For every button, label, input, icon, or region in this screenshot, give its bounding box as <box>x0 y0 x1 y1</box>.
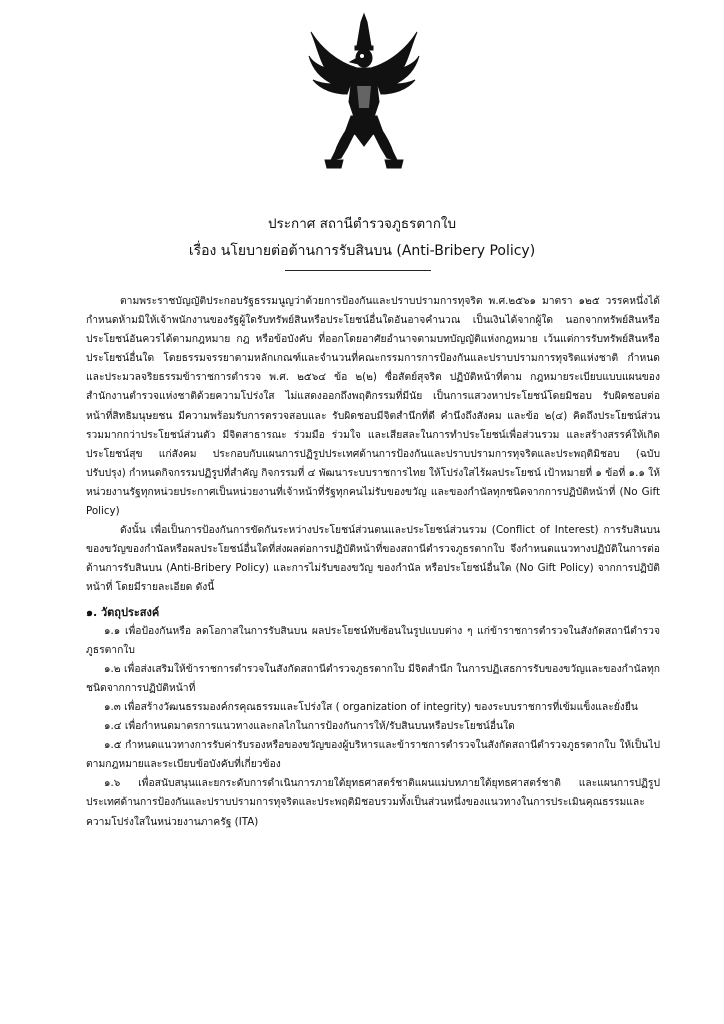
objective-item: ๑.๔ เพื่อกำหนดมาตรการแนวทางและกลไกในการป้องกันการให้/รับสินบนหรือประโยชน์อื่นใด <box>104 720 515 733</box>
objective-item: ๑.๒ เพื่อส่งเสริมให้ข้าราชการตำรวจในสังกัดสถานีตำรวจภูธรตากใบ มีจิตสำนึก ในการปฏิเสธการรับของขวัญและของกำนัลทุกชนิดจากการปฏิบัติหน้าที่ <box>86 662 660 694</box>
objective-item: ๑.๕ กำหนดแนวทางการรับค่ารับรองหรือของขวัญของผู้บริหารและข้าราชการตำรวจในสังกัดสถานีตำรวจภูธรตากใบ ให้เป็นไปตามกฎหมายและระเบียบข้อบังคับที่เกี่ยวข้อง <box>86 739 660 771</box>
announcement-title: ประกาศ สถานีตำรวจภูธรตากใบ <box>267 216 457 232</box>
announcement-subject: เรื่อง นโยบายต่อต้านการรับสินบน (Anti-Bribery Policy) <box>188 243 536 259</box>
objective-item: ๑.๖ เพื่อสนับสนุนและยกระดับการดำเนินการภายใต้ยุทธศาสตร์ชาติแผนแม่บทภายใต้ยุทธศาสตร์ชาติ และแผนการปฏิรูปประเทศด้านการป้องกันและปราบปรามการทุจริตและประพฤติมิชอบรวมทั้งเป็นส่วนหนึ่งของแนวทางในการประเมินคุณธรรมและความโปร่งใสในหน่วยงานภาครัฐ (ITA) <box>86 777 660 828</box>
objective-item: ๑.๓ เพื่อสร้างวัฒนธรรมองค์กรคุณธรรมและโปร่งใส ( organization of integrity) ของระบบราชการที่เข้มแข็งและยั่งยืน <box>104 700 638 713</box>
title-divider <box>285 270 431 271</box>
objective-item: ๑.๑ เพื่อป้องกันหรือ ลดโอกาสในการรับสินบน ผลประโยชน์ทับซ้อนในรูปแบบต่าง ๆ แก่ข้าราชการตำรวจในสังกัดสถานีตำรวจภูธรตากใบ <box>86 624 660 656</box>
announcement-body <box>86 292 660 832</box>
garuda-emblem-icon <box>307 12 421 172</box>
policy-paragraph: ดังนั้น เพื่อเป็นการป้องกันการขัดกันระหว่างประโยชน์ส่วนตนและประโยชน์ส่วนรวม (Conflict of Interest) การรับสินบนของขวัญของกำนัลหรือผลประโยชน์อื่นใดที่ส่งผลต่อการปฏิบัติหน้าที่ของสถานีตำรวจภูธรตากใบ จึงกำหนดแนวทางปฏิบัติในการต่อต้านการรับสินบน (Anti-Bribery Policy) และการไม่รับของขวัญ ของกำนัล หรือประโยชน์อื่นใด (No Gift Policy) จากการปฏิบัติหน้าที่ โดยมีรายละเอียด ดังนี้ <box>86 524 660 594</box>
section-heading: ๑. วัตถุประสงค์ <box>86 605 160 619</box>
intro-paragraph: ตามพระราชบัญญัติประกอบรัฐธรรมนูญว่าด้วยการป้องกันและปราบปรามการทุจริต พ.ศ.๒๕๖๑ มาตรา ๑๒๕ วรรคหนึ่งได้กำหนดห้ามมิให้เจ้าพนักงานของรัฐผู้ใดรับทรัพย์สินหรือประโยชน์อื่นใดอันอาจคำนวณ เป็นเงินได้จากผู้ใด นอกจากทรัพย์สินหรือประโยชน์อันควรได้ตามกฎหมาย กฎ หรือข้อบังคับ ที่ออกโดยอาศัยอำนาจตามบทบัญญัติแห่งกฎหมาย เว้นแต่การรับทรัพย์สินหรือประโยชน์อื่นใด โดยธรรมจรรยาตามหลักเกณฑ์และจำนวนที่คณะกรรมการการป้องกันและปราบปรามการทุจริตแห่งชาติ กำหนดและประมวลจริยธรรมข้าราชการตำรวจ พ.ศ. ๒๕๖๔ ข้อ ๒(๒) ซื่อสัตย์สุจริต ปฏิบัติหน้าที่ตาม กฎหมายระเบียบแบบแผนของสำนักงานตำรวจแห่งชาติด้วยความโปร่งใส ไม่แสดงออกถึงพฤติกรรมที่มีนัย เป็นการแสวงหาประโยชน์โดยมิชอบ รับผิดชอบต่อหน้าที่สิทธิมนุษยชน มีความพร้อมรับการตรวจสอบและ รับผิดชอบมีจิตสำนึกที่ดี คำนึงถึงสังคม และข้อ ๒(๔) คิดถึงประโยชน์ส่วนรวมมากกว่าประโยชน์ส่วนตัว มีจิตสาธารณะ ร่วมมือ ร่วมใจ และเสียสละในการทำประโยชน์เพื่อส่วนรวม และสร้างสรรค์ให้เกิดประโยชน์สุข แก่สังคม ประกอบกับแผนการปฏิรูปประเทศด้านการป้องกันและปราบปรามการทุจริตและประพฤติมิชอบ (ฉบับปรับปรุง) กำหนดกิจกรรมปฏิรูปที่สำคัญ กิจกรรมที่ ๔ พัฒนาระบบราชการไทย ให้โปร่งใสไร้ผลประโยชน์ เป้าหมายที่ ๑ ข้อที่ ๑.๑ ให้หน่วยงานรัฐทุกหน่วยประกาศเป็นหน่วยงานที่เจ้าหน้าที่รัฐทุกคนไม่รับของขวัญ และของกำนัลทุกชนิดจากการปฏิบัติหน้าที่ (No Gift Policy) <box>86 295 660 518</box>
